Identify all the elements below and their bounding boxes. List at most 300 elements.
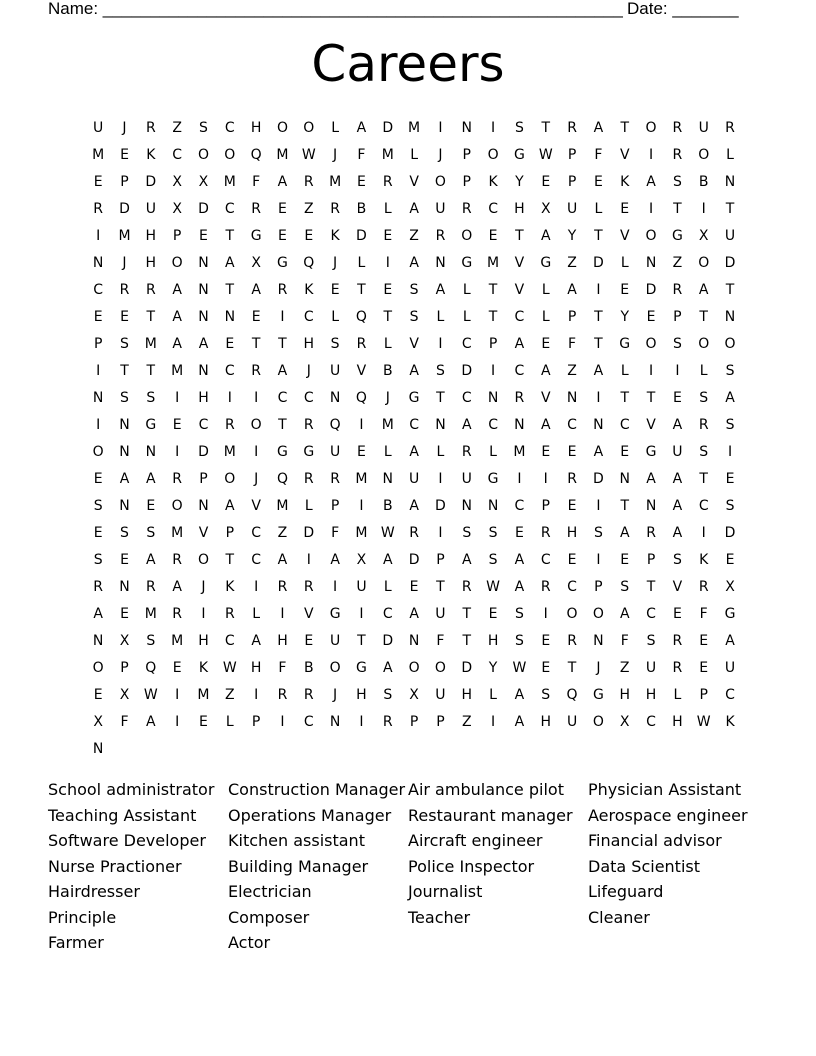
grid-cell[interactable]: F	[436, 633, 445, 650]
grid-cell[interactable]: D	[145, 173, 157, 190]
grid-cell[interactable]: N	[145, 443, 157, 460]
grid-cell[interactable]: E	[120, 308, 129, 325]
grid-cell[interactable]: R	[224, 416, 235, 433]
grid-cell[interactable]: E	[93, 687, 103, 704]
grid-cell[interactable]: T	[646, 389, 656, 406]
grid-cell[interactable]: F	[568, 335, 577, 352]
grid-cell[interactable]: A	[619, 606, 630, 623]
grid-cell[interactable]: D	[382, 633, 394, 650]
grid-cell[interactable]: P	[120, 660, 129, 677]
grid-cell[interactable]: O	[645, 335, 657, 352]
grid-cell[interactable]: U	[435, 200, 446, 217]
grid-cell[interactable]: S	[146, 524, 156, 541]
grid-cell[interactable]: I	[648, 146, 654, 163]
grid-cell[interactable]: V	[198, 524, 209, 541]
grid-cell[interactable]: C	[409, 416, 419, 433]
grid-cell[interactable]: I	[385, 254, 390, 271]
grid-cell[interactable]: M	[408, 119, 421, 136]
grid-cell[interactable]: G	[303, 443, 315, 460]
grid-cell[interactable]: U	[329, 633, 341, 650]
grid-cell[interactable]: S	[699, 389, 709, 406]
grid-cell[interactable]: E	[567, 497, 577, 514]
grid-cell[interactable]: J	[333, 254, 338, 271]
grid-cell[interactable]: I	[543, 606, 548, 623]
grid-cell[interactable]: R	[172, 606, 183, 623]
grid-cell[interactable]: J	[122, 119, 127, 136]
grid-cell[interactable]: R	[145, 119, 156, 136]
grid-cell[interactable]: H	[487, 633, 499, 650]
grid-cell[interactable]: R	[698, 579, 709, 596]
grid-cell[interactable]: U	[461, 470, 472, 487]
grid-cell[interactable]: A	[356, 119, 367, 136]
grid-cell[interactable]: I	[175, 714, 180, 731]
grid-cell[interactable]: Z	[409, 227, 419, 244]
grid-cell[interactable]: E	[672, 606, 682, 623]
grid-cell[interactable]: D	[198, 443, 209, 460]
grid-cell[interactable]: M	[223, 173, 236, 190]
grid-cell[interactable]: C	[224, 633, 235, 650]
grid-cell[interactable]: U	[435, 687, 446, 704]
grid-cell[interactable]: W	[143, 687, 158, 704]
grid-cell[interactable]: T	[357, 633, 366, 650]
grid-cell[interactable]: C	[277, 389, 288, 406]
grid-cell[interactable]: I	[175, 443, 180, 460]
grid-cell[interactable]: J	[385, 389, 390, 406]
grid-cell[interactable]: E	[304, 227, 314, 244]
grid-cell[interactable]: R	[646, 524, 656, 541]
grid-cell[interactable]: H	[645, 687, 657, 704]
grid-cell[interactable]: O	[724, 335, 736, 352]
grid-cell[interactable]: S	[120, 335, 129, 352]
grid-cell[interactable]: A	[119, 470, 130, 487]
grid-cell[interactable]: I	[227, 389, 232, 406]
grid-cell[interactable]: L	[699, 362, 708, 379]
grid-cell[interactable]: N	[92, 389, 104, 406]
grid-cell[interactable]: N	[329, 714, 341, 731]
grid-cell[interactable]: I	[175, 389, 180, 406]
grid-cell[interactable]: G	[671, 227, 683, 244]
grid-cell[interactable]: G	[408, 389, 420, 406]
grid-cell[interactable]: I	[280, 606, 285, 623]
grid-cell[interactable]: I	[491, 362, 496, 379]
grid-cell[interactable]: S	[593, 524, 603, 541]
grid-cell[interactable]: D	[119, 200, 130, 217]
grid-cell[interactable]: O	[592, 606, 604, 623]
grid-cell[interactable]: A	[698, 281, 709, 298]
grid-cell[interactable]: J	[201, 579, 206, 596]
grid-cell[interactable]: P	[567, 173, 577, 190]
grid-cell[interactable]: G	[277, 443, 288, 460]
grid-cell[interactable]: T	[357, 281, 366, 298]
grid-cell[interactable]: S	[514, 606, 524, 623]
grid-cell[interactable]: A	[225, 497, 235, 514]
grid-cell[interactable]: A	[672, 416, 683, 433]
grid-cell[interactable]: E	[725, 470, 735, 487]
grid-cell[interactable]: T	[594, 227, 603, 244]
grid-cell[interactable]: R	[514, 389, 525, 406]
grid-cell[interactable]: N	[619, 470, 630, 487]
grid-cell[interactable]: R	[303, 687, 314, 704]
grid-cell[interactable]: R	[251, 362, 261, 379]
grid-cell[interactable]: V	[409, 173, 419, 190]
grid-cell[interactable]: T	[594, 308, 603, 325]
grid-cell[interactable]: I	[359, 416, 364, 433]
grid-cell[interactable]: K	[699, 552, 709, 569]
grid-cell[interactable]: E	[93, 173, 103, 190]
grid-cell[interactable]: E	[514, 524, 524, 541]
grid-cell[interactable]: E	[541, 173, 551, 190]
grid-cell[interactable]: W	[222, 660, 237, 677]
grid-cell[interactable]: R	[461, 579, 472, 596]
grid-cell[interactable]: L	[410, 146, 418, 163]
grid-cell[interactable]: E	[120, 552, 129, 569]
grid-cell[interactable]: R	[672, 633, 683, 650]
grid-cell[interactable]: A	[146, 714, 156, 731]
grid-cell[interactable]: V	[672, 579, 683, 596]
grid-cell[interactable]: I	[596, 552, 601, 569]
grid-cell[interactable]: I	[96, 227, 101, 244]
grid-cell[interactable]: O	[197, 146, 209, 163]
grid-cell[interactable]: I	[333, 579, 338, 596]
grid-cell[interactable]: Z	[567, 254, 577, 271]
grid-cell[interactable]: E	[120, 146, 129, 163]
grid-cell[interactable]: T	[725, 200, 735, 217]
grid-cell[interactable]: P	[330, 497, 340, 514]
grid-cell[interactable]: D	[356, 227, 367, 244]
grid-cell[interactable]: F	[357, 146, 366, 163]
grid-cell[interactable]: N	[92, 741, 104, 758]
grid-cell[interactable]: L	[620, 362, 629, 379]
grid-cell[interactable]: U	[145, 200, 156, 217]
grid-cell[interactable]: P	[199, 470, 208, 487]
grid-cell[interactable]: L	[331, 119, 340, 136]
grid-cell[interactable]: O	[276, 119, 288, 136]
grid-cell[interactable]: A	[461, 416, 472, 433]
grid-cell[interactable]: S	[146, 389, 156, 406]
grid-cell[interactable]: N	[593, 416, 604, 433]
grid-cell[interactable]: T	[620, 389, 629, 406]
grid-cell[interactable]: O	[329, 660, 341, 677]
grid-cell[interactable]: R	[277, 281, 288, 298]
grid-cell[interactable]: C	[303, 389, 314, 406]
grid-cell[interactable]: N	[198, 362, 209, 379]
grid-cell[interactable]: N	[92, 633, 104, 650]
grid-cell[interactable]: E	[93, 470, 103, 487]
grid-cell[interactable]: I	[359, 714, 364, 731]
grid-cell[interactable]: H	[198, 633, 209, 650]
grid-cell[interactable]: W	[696, 714, 711, 731]
grid-cell[interactable]: S	[93, 497, 103, 514]
grid-cell[interactable]: L	[620, 254, 629, 271]
grid-cell[interactable]: E	[593, 173, 603, 190]
grid-cell[interactable]: E	[146, 497, 156, 514]
grid-cell[interactable]: F	[594, 146, 603, 163]
grid-cell[interactable]: R	[672, 660, 683, 677]
grid-cell[interactable]: Q	[355, 308, 367, 325]
grid-cell[interactable]: S	[672, 552, 682, 569]
grid-cell[interactable]: T	[620, 119, 629, 136]
grid-cell[interactable]: F	[252, 173, 261, 190]
grid-cell[interactable]: A	[409, 254, 419, 271]
grid-cell[interactable]: U	[566, 714, 578, 731]
grid-cell[interactable]: S	[120, 524, 129, 541]
grid-cell[interactable]: T	[594, 335, 603, 352]
grid-cell[interactable]: A	[409, 200, 419, 217]
grid-cell[interactable]: T	[225, 281, 235, 298]
grid-cell[interactable]: E	[620, 552, 630, 569]
grid-cell[interactable]: W	[512, 660, 527, 677]
grid-cell[interactable]: P	[541, 497, 550, 514]
grid-cell[interactable]: W	[486, 579, 500, 596]
grid-cell[interactable]: F	[120, 714, 129, 731]
grid-cell[interactable]: Y	[515, 173, 524, 190]
grid-cell[interactable]: F	[699, 606, 708, 623]
grid-cell[interactable]: O	[92, 660, 104, 677]
grid-cell[interactable]: O	[224, 146, 236, 163]
grid-cell[interactable]: T	[488, 281, 498, 298]
grid-cell[interactable]: C	[698, 497, 709, 514]
grid-cell[interactable]: T	[436, 389, 445, 406]
grid-cell[interactable]: P	[120, 173, 129, 190]
grid-cell[interactable]: L	[357, 254, 366, 271]
grid-cell[interactable]: E	[225, 335, 235, 352]
grid-cell[interactable]: A	[514, 687, 525, 704]
grid-cell[interactable]: X	[409, 687, 419, 704]
grid-cell[interactable]: G	[724, 606, 736, 623]
grid-cell[interactable]: V	[409, 335, 419, 352]
grid-cell[interactable]: R	[540, 524, 551, 541]
grid-cell[interactable]: E	[541, 443, 551, 460]
grid-cell[interactable]: M	[92, 146, 105, 163]
grid-cell[interactable]: X	[725, 579, 735, 596]
grid-cell[interactable]: R	[303, 173, 314, 190]
grid-cell[interactable]: C	[303, 714, 314, 731]
grid-cell[interactable]: K	[620, 173, 630, 190]
grid-cell[interactable]: J	[438, 146, 443, 163]
grid-cell[interactable]: C	[488, 200, 498, 217]
grid-cell[interactable]: E	[567, 552, 577, 569]
grid-cell[interactable]: K	[225, 579, 235, 596]
grid-cell[interactable]: K	[304, 281, 314, 298]
grid-cell[interactable]: A	[225, 254, 235, 271]
grid-cell[interactable]: U	[356, 579, 367, 596]
grid-cell[interactable]: R	[330, 200, 340, 217]
grid-cell[interactable]: E	[251, 308, 261, 325]
grid-cell[interactable]: T	[646, 579, 656, 596]
grid-cell[interactable]: T	[699, 308, 708, 325]
grid-cell[interactable]: V	[251, 497, 261, 514]
grid-cell[interactable]: V	[540, 389, 551, 406]
grid-cell[interactable]: T	[146, 362, 156, 379]
grid-cell[interactable]: I	[675, 362, 680, 379]
grid-cell[interactable]: G	[645, 443, 657, 460]
grid-cell[interactable]: S	[514, 633, 524, 650]
grid-cell[interactable]: Z	[225, 687, 235, 704]
grid-cell[interactable]: R	[303, 470, 314, 487]
grid-cell[interactable]: B	[698, 173, 709, 190]
grid-cell[interactable]: L	[673, 687, 682, 704]
grid-cell[interactable]: Q	[566, 687, 578, 704]
grid-cell[interactable]: S	[383, 687, 393, 704]
grid-cell[interactable]: O	[461, 227, 473, 244]
grid-cell[interactable]: L	[489, 687, 497, 704]
grid-cell[interactable]: C	[224, 362, 235, 379]
grid-cell[interactable]: N	[198, 254, 209, 271]
grid-cell[interactable]: I	[201, 606, 206, 623]
grid-cell[interactable]: T	[436, 579, 445, 596]
grid-cell[interactable]: O	[698, 335, 710, 352]
grid-cell[interactable]: A	[277, 552, 288, 569]
grid-cell[interactable]: S	[725, 416, 735, 433]
grid-cell[interactable]: A	[172, 308, 182, 325]
grid-cell[interactable]: F	[620, 633, 629, 650]
grid-cell[interactable]: S	[146, 633, 156, 650]
grid-cell[interactable]: L	[383, 335, 392, 352]
grid-cell[interactable]: K	[725, 714, 735, 731]
grid-cell[interactable]: A	[382, 552, 393, 569]
grid-cell[interactable]: I	[254, 687, 259, 704]
grid-cell[interactable]: I	[280, 714, 285, 731]
grid-cell[interactable]: O	[487, 146, 499, 163]
grid-cell[interactable]: Z	[277, 524, 288, 541]
grid-cell[interactable]: A	[93, 606, 103, 623]
grid-cell[interactable]: C	[303, 308, 314, 325]
grid-cell[interactable]: U	[724, 660, 736, 677]
grid-cell[interactable]: E	[304, 633, 314, 650]
grid-cell[interactable]: A	[277, 173, 288, 190]
grid-cell[interactable]: G	[329, 606, 341, 623]
grid-cell[interactable]: U	[566, 200, 578, 217]
grid-cell[interactable]: X	[119, 633, 130, 650]
grid-cell[interactable]: X	[356, 552, 367, 569]
grid-cell[interactable]: N	[119, 579, 130, 596]
grid-cell[interactable]: S	[514, 119, 524, 136]
grid-cell[interactable]: E	[725, 552, 735, 569]
grid-cell[interactable]: R	[356, 335, 367, 352]
grid-cell[interactable]: A	[540, 416, 551, 433]
grid-cell[interactable]: A	[409, 497, 419, 514]
grid-cell[interactable]: X	[251, 254, 261, 271]
grid-cell[interactable]: C	[251, 524, 262, 541]
grid-cell[interactable]: I	[701, 524, 706, 541]
grid-cell[interactable]: Z	[567, 362, 577, 379]
grid-cell[interactable]: C	[619, 416, 630, 433]
grid-cell[interactable]: B	[382, 362, 393, 379]
grid-cell[interactable]: S	[435, 362, 445, 379]
grid-cell[interactable]: N	[382, 470, 394, 487]
grid-cell[interactable]: S	[409, 308, 419, 325]
grid-cell[interactable]: I	[254, 443, 259, 460]
grid-cell[interactable]: R	[145, 579, 156, 596]
grid-cell[interactable]: L	[383, 579, 392, 596]
grid-cell[interactable]: C	[251, 552, 262, 569]
grid-cell[interactable]: E	[699, 660, 709, 677]
grid-cell[interactable]: S	[725, 362, 735, 379]
grid-cell[interactable]: G	[250, 227, 262, 244]
grid-cell[interactable]: N	[514, 416, 525, 433]
grid-cell[interactable]: X	[93, 714, 103, 731]
grid-cell[interactable]: A	[251, 633, 261, 650]
grid-cell[interactable]: C	[172, 146, 183, 163]
grid-cell[interactable]: T	[278, 335, 287, 352]
grid-cell[interactable]: A	[198, 335, 209, 352]
grid-cell[interactable]: E	[278, 200, 287, 217]
grid-cell[interactable]: E	[357, 173, 366, 190]
grid-cell[interactable]: R	[567, 470, 577, 487]
grid-cell[interactable]: E	[567, 443, 577, 460]
grid-cell[interactable]: P	[673, 308, 682, 325]
grid-cell[interactable]: I	[254, 389, 259, 406]
grid-cell[interactable]: U	[672, 443, 683, 460]
grid-cell[interactable]: U	[724, 227, 736, 244]
name-field-label[interactable]: Name: _______________________________________________________	[48, 0, 623, 18]
grid-cell[interactable]: N	[461, 497, 472, 514]
grid-cell[interactable]: Q	[250, 146, 262, 163]
grid-cell[interactable]: E	[357, 443, 366, 460]
grid-cell[interactable]: K	[146, 146, 156, 163]
grid-cell[interactable]: A	[672, 524, 683, 541]
grid-cell[interactable]: P	[699, 687, 708, 704]
grid-cell[interactable]: J	[122, 254, 127, 271]
grid-cell[interactable]: O	[566, 606, 578, 623]
grid-cell[interactable]: D	[593, 470, 604, 487]
grid-cell[interactable]: O	[171, 497, 183, 514]
grid-cell[interactable]: T	[462, 633, 472, 650]
grid-cell[interactable]: I	[596, 389, 601, 406]
grid-cell[interactable]: D	[593, 254, 604, 271]
grid-cell[interactable]: R	[461, 443, 472, 460]
grid-cell[interactable]: I	[596, 281, 601, 298]
grid-cell[interactable]: A	[514, 579, 525, 596]
grid-cell[interactable]: B	[303, 660, 314, 677]
grid-cell[interactable]: S	[699, 443, 709, 460]
grid-cell[interactable]: L	[225, 714, 234, 731]
grid-cell[interactable]: M	[276, 497, 289, 514]
grid-cell[interactable]: L	[462, 308, 471, 325]
grid-cell[interactable]: R	[567, 119, 577, 136]
grid-cell[interactable]: M	[329, 173, 342, 190]
grid-cell[interactable]: U	[329, 362, 341, 379]
grid-cell[interactable]: O	[171, 254, 183, 271]
grid-cell[interactable]: A	[172, 281, 182, 298]
grid-cell[interactable]: N	[593, 633, 604, 650]
grid-cell[interactable]: R	[382, 714, 393, 731]
grid-cell[interactable]: C	[382, 606, 393, 623]
grid-cell[interactable]: D	[198, 200, 209, 217]
grid-cell[interactable]: C	[461, 335, 472, 352]
grid-cell[interactable]: I	[727, 443, 733, 460]
grid-cell[interactable]: P	[594, 579, 603, 596]
grid-cell[interactable]: A	[672, 470, 683, 487]
grid-cell[interactable]: E	[488, 606, 498, 623]
grid-cell[interactable]: N	[461, 119, 472, 136]
grid-cell[interactable]: R	[303, 579, 314, 596]
grid-cell[interactable]: T	[278, 416, 287, 433]
grid-cell[interactable]: P	[93, 335, 103, 352]
grid-cell[interactable]: R	[145, 281, 156, 298]
grid-cell[interactable]: A	[172, 579, 182, 596]
grid-cell[interactable]: T	[567, 660, 577, 677]
grid-cell[interactable]: A	[172, 335, 182, 352]
grid-cell[interactable]: N	[724, 308, 736, 325]
grid-cell[interactable]: R	[251, 200, 261, 217]
grid-cell[interactable]: U	[645, 660, 657, 677]
grid-cell[interactable]: R	[382, 173, 393, 190]
grid-cell[interactable]: E	[672, 389, 682, 406]
grid-cell[interactable]: E	[541, 660, 551, 677]
grid-cell[interactable]: R	[172, 470, 183, 487]
grid-cell[interactable]: E	[172, 660, 182, 677]
